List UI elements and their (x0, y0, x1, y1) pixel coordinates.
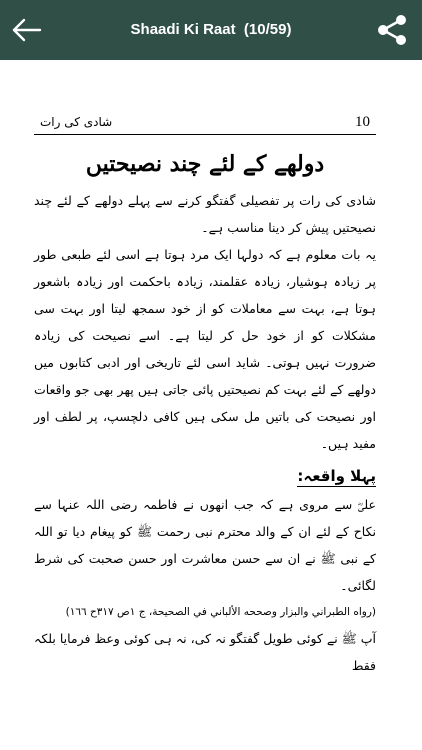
paragraph-last-line: آپ ﷺ نے کوئی طویل گفتگو نہ کی، نہ ہی کوئی وعظ فرمایا بلکہ فقط (34, 631, 376, 673)
app-title: Shaadi Ki Raat (10/59) (130, 21, 292, 38)
running-title: شادی کی رات (40, 115, 113, 129)
page-number: 10 (355, 114, 370, 130)
share-button[interactable] (374, 12, 410, 48)
page-header (34, 112, 376, 135)
section-paragraph: علیؓ سے مروی ہے کہ جب انھوں نے فاطمہ رضی اللہ عنہا سے نکاح کے لئے ان کے والد محترم نبی رحمت ﷺ کو پیغام دیا تو اللہ کے نبی ﷺ نے ان سے حسن معاشرت اور حسن صحبت کی شرط لگائی۔ (34, 497, 376, 593)
chapter-heading: دولھے کے لئے چند نصیحتیں (85, 151, 325, 177)
paragraph-intro: شادی کی رات پر تفصیلی گفتگو کرنے سے پہلے دولھے کے لئے چند نصیحتیں پیش کر دینا مناسب ہے۔ (34, 193, 376, 235)
arrow-left-icon (10, 14, 44, 46)
hadith-reference: (رواه الطبراني والبزار وصححه الألباني في الصحيحة، ج ١ص ٣١٧ح ١٦٦) (65, 606, 376, 618)
back-button[interactable] (10, 14, 44, 46)
book-page (34, 112, 376, 679)
share-icon (374, 12, 410, 48)
section-heading: پہلا واقعہ: (297, 467, 376, 485)
app-bar (0, 0, 422, 60)
paragraph-main: یہ بات معلوم ہے کہ دولہا ایک مرد ہوتا ہے اسی لئے طبعی طور پر زیادہ ہوشیار، زیادہ عقلمند، زیادہ باحکمت اور زیادہ باشعور ہوتا ہے، بہت سے معاملات کو از خود سمجھ لیتا اور بہت سی مشکلات کو از خود حل کر لیتا ہے۔ اسے نصیحت کی زیادہ ضرورت نہیں ہوتی۔ شاید اسی لئے تاریخی اور ادبی کتابوں میں دولھے کے لئے بہت کم نصیحتیں پائی جاتی ہیں پھر بھی جو واقعات اور نصیحت کی باتیں مل سکی ہیں کافی دلچسپ، پر لطف اور مفید ہیں۔ (34, 247, 376, 451)
